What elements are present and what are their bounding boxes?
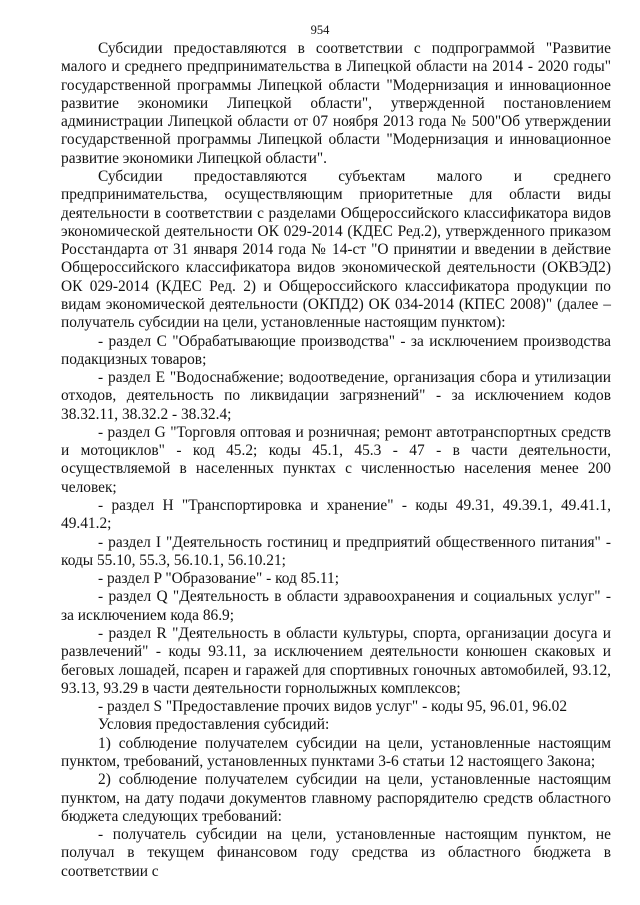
- list-item-section-q: - раздел Q "Деятельность в области здравоохранения и социальных услуг" - за исключением кода 86.9;: [61, 588, 611, 624]
- list-item-section-i: - раздел I "Деятельность гостиниц и предприятий общественного питания" - коды 55.10, 55.3, 56.10.1, 56.10.21;: [61, 533, 611, 569]
- list-item-section-s: - раздел S "Предоставление прочих видов услуг" - коды 95, 96.01, 96.02: [98, 698, 568, 716]
- paragraph-subsidy-recipients: Субсидии предоставляются субъектам малого и среднего предпринимательства, осуществляющим приоритетные для области виды деятельности в соответствии с разделами Общероссийского классификатора видов экономической деятельности ОК 029-2014 (КДЕС Ред.2), утвержденного приказом Росстандарта от 31 января 2014 года № 14-ст "О принятии и введении в действие Общероссийского классификатора видов экономической деятельности (ОКВЭД2) ОК 029-2014 (КДЕС Ред. 2) и Общероссийского классификатора продукции по видам экономической деятельности (ОКПД2) ОК 034-2014 (КПЕС 2008)" (далее – получатель субсидии на цели, установленные настоящим пунктом):: [61, 167, 611, 332]
- page-number: 954: [310, 23, 330, 37]
- document-body: [61, 40, 611, 881]
- list-item-section-e: - раздел E "Водоснабжение; водоотведение, организация сбора и утилизации отходов, деятельность по ликвидации загрязнений" - за исключением кодов 38.32.11, 38.32.2 - 38.32.4;: [61, 369, 611, 423]
- paragraph-condition-1: 1) соблюдение получателем субсидии на цели, установленные настоящим пунктом, требований, установленных пунктами 3-6 статьи 12 настоящего Закона;: [61, 734, 611, 770]
- list-item-section-g: - раздел G "Торговля оптовая и розничная; ремонт автотранспортных средств и мотоциклов" - код 45.2; коды 45.1, 45.3 - 47 - в части деятельности, осуществляемой в населенных пунктах с численностью населения менее 200 человек;: [61, 423, 611, 496]
- list-item-section-r: - раздел R "Деятельность в области культуры, спорта, организации досуга и развлечений" - коды 93.11, за исключением деятельности конюшен скаковых и беговых лошадей, псарен и гаражей для спортивных гоночных автомобилей, 93.12, 93.13, 93.29 в части деятельности горнолыжных комплексов;: [61, 625, 611, 697]
- list-item-section-h: - раздел H "Транспортировка и хранение" - коды 49.31, 49.39.1, 49.41.1, 49.41.2;: [61, 497, 611, 533]
- paragraph-conditions-heading: Условия предоставления субсидий:: [98, 716, 330, 734]
- list-item-section-p: - раздел P "Образование" - код 85.11;: [98, 570, 340, 588]
- list-item-section-c: - раздел C "Обрабатывающие производства" - за исключением производства подакцизных товаров;: [61, 332, 611, 368]
- paragraph-requirement-1: - получатель субсидии на цели, установленные настоящим пунктом, не получал в текущем финансовом году средства из областного бюджета в соответствии с: [61, 826, 611, 880]
- paragraph-subsidy-program: Субсидии предоставляются в соответствии с подпрограммой "Развитие малого и среднего предпринимательства в Липецкой области на 2014 - 2020 годы" государственной программы Липецкой области "Модернизация и инновационное развитие экономики Липецкой области", утвержденной постановлением администрации Липецкой области от 07 ноября 2013 года № 500"Об утверждении государственной программы Липецкой области "Модернизация и инновационное развитие экономики Липецкой области".: [61, 40, 611, 167]
- paragraph-condition-2: 2) соблюдение получателем субсидии на цели, установленные настоящим пунктом, на дату подачи документов главному распорядителю средств областного бюджета следующих требований:: [61, 771, 611, 825]
